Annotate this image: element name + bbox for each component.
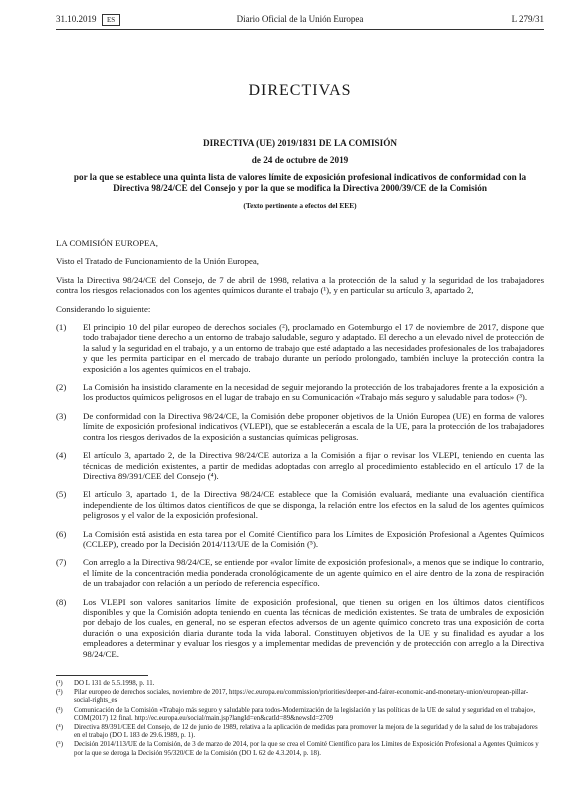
footnote-text: Decisión 2014/113/UE de la Comisión, de 3 de marzo de 2014, por la que se crea el Comité Científico para los Límites de Exposición Profesional a Agentes Químicos y por la que se deroga la Decisión 95/320/CE de la Comisión (DO L 62 de 4.3.2014, p. 18).: [74, 741, 539, 757]
directive-title-block: [70, 138, 530, 211]
recital-item: [56, 382, 544, 403]
footnotes: [56, 680, 544, 759]
journal-name: Diario Oficial de la Unión Europea: [236, 14, 364, 24]
recital-item: [56, 322, 544, 374]
recital-number: (1): [56, 322, 67, 333]
footnote-item: [56, 680, 544, 688]
recital-item: [56, 411, 544, 442]
eea-note: (Texto pertinente a efectos del EEE): [243, 201, 357, 210]
recital-text: El principio 10 del pilar europeo de derechos sociales (²), proclamado en Gotemburgo el 17 de noviembre de 2017, dispone que todo trabajador tiene derecho a un entorno de trabajo saludable, seguro y adaptado. El derecho a un elevado nivel de protección de la salud y la seguridad en el trabajo, y a un entorno de trabajo que esté adaptado a las necesidades profesionales de los trabajadores y que les permita participar en el mercado de trabajo durante un período prolongado, también incluye la protección contra la exposición a los agentes químicos en el trabajo.: [83, 322, 544, 374]
footnote-mark: (⁵): [56, 741, 63, 749]
directive-date: de 24 de octubre de 2019: [251, 155, 349, 165]
recital-item: [56, 597, 544, 659]
recital-item: [56, 529, 544, 550]
recital-text: El artículo 3, apartado 1, de la Directiva 98/24/CE establece que la Comisión evaluará, mediante una evaluación científica independiente de los últimos datos científicos de que se disponga, la relación entre los efectos en la salud de los agentes químicos peligrosos y el valor de la exposición profesional.: [83, 489, 544, 521]
recital-number: (6): [56, 528, 67, 539]
footnote-item: [56, 724, 544, 740]
recital-number: (8): [56, 596, 67, 607]
footnote-text: Pilar europeo de derechos sociales, noviembre de 2017, https://ec.europa.eu/commission/priorities/deeper-and-fairer-economic-and-monetary-union/european-pillar-social-rights_es: [74, 689, 529, 705]
directive-title: DIRECTIVA (UE) 2019/1831 DE LA COMISIÓN: [202, 138, 398, 148]
intro-treaty: Visto el Tratado de Funcionamiento de la Unión Europea,: [56, 256, 259, 267]
directive-subject: por la que se establece una quinta lista de valores límite de exposición profesional indicativos de conformidad con la Directiva 98/24/CE del Consejo y por la que se modifica la Directiva 2000/39/CE de la Comisión: [73, 172, 527, 193]
intro-commission: LA COMISIÓN EUROPEA,: [56, 238, 158, 248]
header-rule: [56, 29, 544, 30]
recital-number: (4): [56, 450, 67, 461]
footnote-item: [56, 689, 544, 705]
footnote-mark: (²): [56, 689, 63, 697]
recital-text: La Comisión ha insistido claramente en la necesidad de seguir mejorando la protección de los trabajadores frente a la exposición a los productos químicos peligrosos en el lugar de trabajo en su Comunicación «Trabajo más seguro y saludable para todos» (³).: [83, 382, 544, 403]
running-header: [56, 14, 544, 28]
recital-text: La Comisión está asistida en esta tarea por el Comité Científico para los Límites de Exposición Profesional a Agentes Químicos (CCLEP), creado por la Decisión 2014/113/UE de la Comisión (⁵).: [83, 528, 544, 549]
footnote-mark: (⁴): [56, 724, 63, 732]
recital-number: (5): [56, 489, 67, 500]
footnote-rule: [56, 675, 148, 676]
footnote-text: Directiva 89/391/CEE del Consejo, de 12 de junio de 1989, relativa a la aplicación de medidas para promover la mejora de la seguridad y de la salud de los trabajadores en el trabajo (DO L 183 de 29.6.1989, p. 1).: [74, 724, 538, 740]
intro-whereas: Considerando lo siguiente:: [56, 303, 151, 314]
section-title: DIRECTIVAS: [248, 82, 352, 99]
intro-directive: Vista la Directiva 98/24/CE del Consejo, de 7 de abril de 1998, relativa a la protección de la salud y la seguridad de los trabajadores contra los riesgos relacionados con los agentes químicos durante el trabajo (¹), y en particular su artículo 3, apartado 2,: [56, 274, 544, 296]
footnote-text: DO L 131 de 5.5.1998, p. 11.: [74, 680, 155, 687]
page-reference: L 279/31: [511, 14, 544, 24]
footnote-item: [56, 707, 544, 723]
recital-text: De conformidad con la Directiva 98/24/CE, la Comisión debe proponer objetivos de la Unión Europea (UE) en forma de valores límite de exposición profesional indicativos (VLEPI), que se establecerán a escala de la UE, para la protección de los trabajadores contra los riesgos derivados de la exposición a sustancias químicas peligrosas.: [83, 410, 544, 442]
footnote-text: Comunicación de la Comisión «Trabajo más seguro y saludable para todos-Modernización de la legislación y las políticas de la UE de salud y seguridad en el trabajo», COM(2017) 12 final. http://ec.europa.eu/social/main.jsp?langId=en&catId=89&newsId=2709: [74, 706, 536, 722]
recital-number: (2): [56, 382, 67, 393]
header-date: 31.10.2019: [56, 14, 97, 24]
recital-text: El artículo 3, apartado 2, de la Directiva 98/24/CE autoriza a la Comisión a fijar o revisar los VLEPI, teniendo en cuenta las técnicas de medición existentes, a partir de medidas adoptadas con arreglo al procedimiento establecido en el artículo 17 de la Directiva 89/391/CEE del Consejo (⁴).: [83, 450, 544, 481]
footnote-mark: (³): [56, 706, 63, 714]
recital-text: Los VLEPI son valores sanitarios límite de exposición profesional, que tienen su origen en los últimos datos científicos disponibles y que la Comisión adopta teniendo en cuenta las técnicas de medición existentes. Se trata de umbrales de exposición por debajo de los cuales, en general, no se esperan efectos adversos de un agente químico concreto tras una exposición de corta duración o una exposición diaria durante toda la vida laboral. Constituyen objetivos de la UE y su finalidad es ayudar a los empleadores a determinar y evaluar los riesgos y a implementar medidas de prevención y de protección con arreglo a la Directiva 98/24/CE.: [83, 596, 544, 659]
recital-item: [56, 557, 544, 588]
footnote-mark: (¹): [56, 680, 63, 687]
recital-item: [56, 489, 544, 520]
document-body: [56, 238, 544, 667]
recital-number: (7): [56, 557, 67, 568]
recital-number: (3): [56, 410, 67, 421]
footnote-item: [56, 741, 544, 757]
language-badge: ES: [102, 14, 120, 26]
recital-item: [56, 450, 544, 481]
recital-text: Con arreglo a la Directiva 98/24/CE, se entiende por «valor límite de exposición profesional», a menos que se indique lo contrario, el límite de la concentración media ponderada cronológicamente de un agente químico en el aire dentro de la zona de respiración de un trabajador con relación a un período de referencia específico.: [83, 557, 544, 589]
